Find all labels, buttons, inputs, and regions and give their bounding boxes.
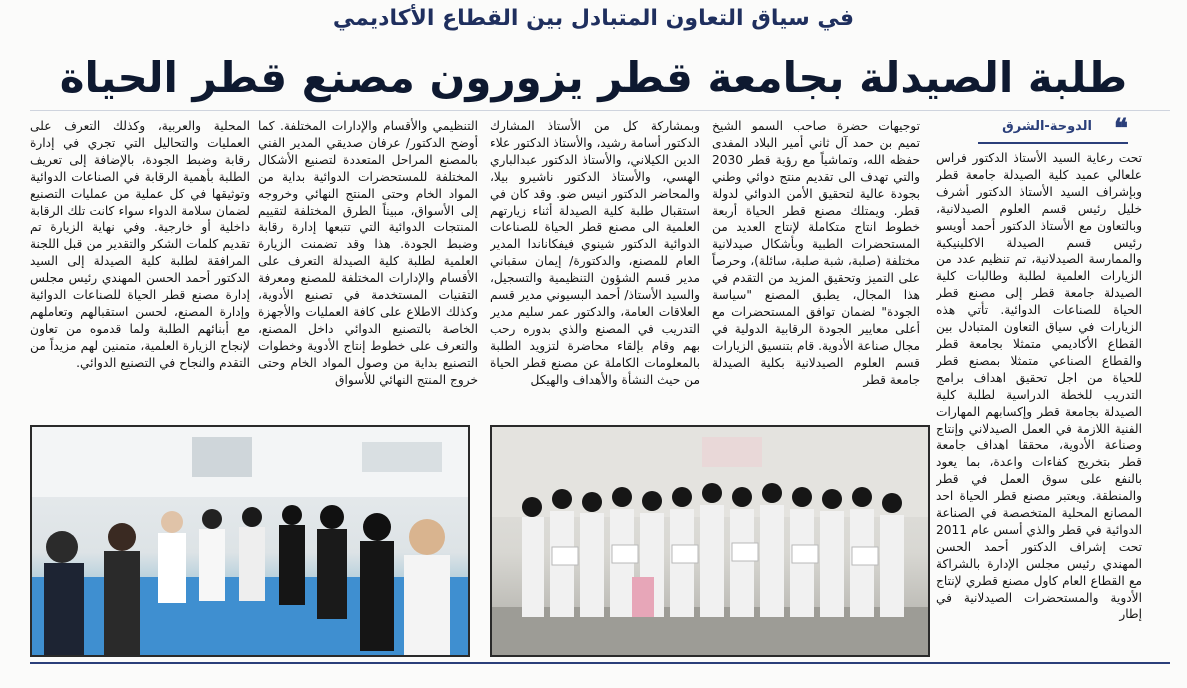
article-column-5: المحلية والعربية، وكذلك التعرف على العمليات والتحاليل التي تجري في إدارة رقابة وضبط الجودة، بالإضافة إلى تعريف الطلبة بأهمية الرقابة في الصناعات الدوائية وتوثيقها في كل عملية من عمليات التصنيع لضمان سلامة الدواء سواء كانت تلك الرقابة داخلية أو خارجية. وفي نهاية الزيارة تم تقديم كلمات الشكر والتقدير من قبل اللجنة المرافقة لطلبة كلية الصيدلة إلى السيد الدكتور أحمد الحسن المهندي رئيس مجلس إدارة مصنع قطر الحياة للصناعات الدوائية وإدارة المصنع، لحسن استقبالهم وتعاملهم مع أبنائهم الطلبة ولما قدموه من تعاون لإنجاح الزيارة العلمية، متمنين لهم مزيداً من التقدم والنجاح في التصنيع الدوائي. [30, 119, 250, 370]
factory-scene-illustration [32, 427, 468, 655]
article-column-1: تحت رعاية السيد الأستاذ الدكتور فراس علعالي عميد كلية الصيدلة جامعة قطر وبإشراف السيد الأستاذ الدكتور أشرف خليل رئيس قسم العلوم الصيدلانية، وبالتعاون مع الأستاذ الدكتور أحمد أويسو رئيس قسم الصيدلة الاكلينيكية والممارسة الصيدلانية، تم تنظيم عدد من الزيارات العلمية لطلبة وطالبات كلية الصيدلة جامعة قطر إلى مصنع قطر الحياة للصناعات الدوائية. تأتي هذه الزيارات في سياق التعاون المتبادل بين القطاع الأكاديمي متمثلا بجامعة قطر والقطاع الصناعي متمثلا بمصنع قطر للحياة من اجل تحقيق اهداف برامج التدريب للخطة الدراسية لطلبة كلية الصيدلة بجامعة قطر وإكسابهم المهارات الفنية اللازمة في العمل الصيدلاني وإنتاج وصناعة الأدوية، محققا اهداف جامعة قطر بتخريج كفاءات واعدة، بما يعود بالنفع على سوق العمل في قطر والمنطقة. ويعتبر مصنع قطر الحياة احد المصانع المحلية المتخصصة في الصناعة الدوائية في قطر والذي أسس عام 2011 تحت إشراف الدكتور أحمد الحسن المهندي رئيس مجلس الإدارة بالشراكة مع القطاع العام كاول مصنع قطري لإنتاج الأدوية والمستحضرات الصيدلانية في إطار [936, 151, 1142, 622]
bottom-divider [30, 662, 1170, 664]
article-column-4: التنظيمي والأقسام والإدارات المختلفة. كما أوضح الدكتور/ عرفان صديقي المدير الفني بالمصنع المراحل المتعددة لتصنيع الأشكال المختلفة للمستحضرات الدوائية بداية من المواد الخام وحتى المنتج النهائي وخروجه إلى الأسواق، مبيناً الطرق المختلفة لتقييم المنتجات الدوائية التي تتبعها إدارة رقابة وضبط الجودة. هذا وقد تضمنت الزيارة العلمية لطلبة كلية الصيدلة التعرف على الأقسام والإدارات المختلفة للمصنع ومعرفة التقنيات المستخدمة في تصنيع الأدوية، وكذلك الاطلاع على كافة العمليات والأجهزة الخاصة بالتصنيع الدوائي داخل المصنع، والتعرف على خطوط إنتاج الأدوية وخطوات التصنيع بداية من وصول المواد الخام وحتى خروج المنتج النهائي للأسواق [258, 119, 478, 387]
dateline-place: الدوحة-الشرق [1002, 119, 1092, 134]
article-column-3: وبمشاركة كل من الأستاذ المشارك الدكتور أسامة رشيد، والأستاذ الدكتور علاء الدين الكيلاني، والأستاذ الدكتور عبدالباري الهسي، والأستاذ الدكتور ناشيرو بيلا، والمحاضر الدكتور انيس ضو. وقد كان في استقبال طلبة كلية الصيدلة أثناء زيارتهم العلمية الى مصنع قطر الحياة للصناعات الدوائية الدكتور شينوي فيفكاناندا المدير العام للمصنع، والدكتورة/ إيمان سقباني مدير قسم الشؤون التنظيمية والتسجيل، والسيد الأستاذ/ أحمد البسيوني مدير قسم العلاقات العامة، والدكتور عمر سليم مدير التدريب في المصنع والذي بدوره رحب بهم وقام بإلقاء محاضرة لتزويد الطلبة بالمعلومات الكاملة عن مصنع قطر الحياة من حيث النشأة والأهداف والهيكل [490, 119, 700, 387]
quote-mark-icon: ❝ [1114, 114, 1128, 144]
dateline [978, 114, 1128, 144]
article-column-2: توجيهات حضرة صاحب السمو الشيخ تميم بن حمد آل ثاني أمير البلاد المفدى حفظه الله، وتماشياً مع رؤية قطر 2030 والتي تهدف الى تقديم منتج دوائي وطني بجودة عالية لتحقيق الأمن الدوائي لدولة قطر. ويمتلك مصنع قطر الحياة أربعة خطوط انتاج متكاملة لإنتاج العديد من المستحضرات الطبية وبأشكال صيدلانية مختلفة (صلبة، شبة صلبة، سائلة)، وحرصاً على التميز وتحقيق المزيد من التقدم في هذا المجال، يطبق المصنع "سياسة الجودة" لضمان توافق المستحضرات مع أعلى معايير الجودة الرقابية الدولية في مجال صناعة الأدوية. قام بتنسيق الزيارات قسم العلوم الصيدلانية بكلية الصيدلة جامعة قطر [712, 119, 920, 387]
header-divider [30, 110, 1170, 111]
headline: طلبة الصيدلة بجامعة قطر يزورون مصنع قطر الحياة [59, 53, 1128, 102]
kicker-subtitle: في سياق التعاون المتبادل بين القطاع الأكاديمي [332, 6, 855, 31]
group-scene-illustration [492, 427, 928, 655]
students-touring-factory-photo [30, 425, 470, 657]
group-with-certificates-photo [490, 425, 930, 657]
